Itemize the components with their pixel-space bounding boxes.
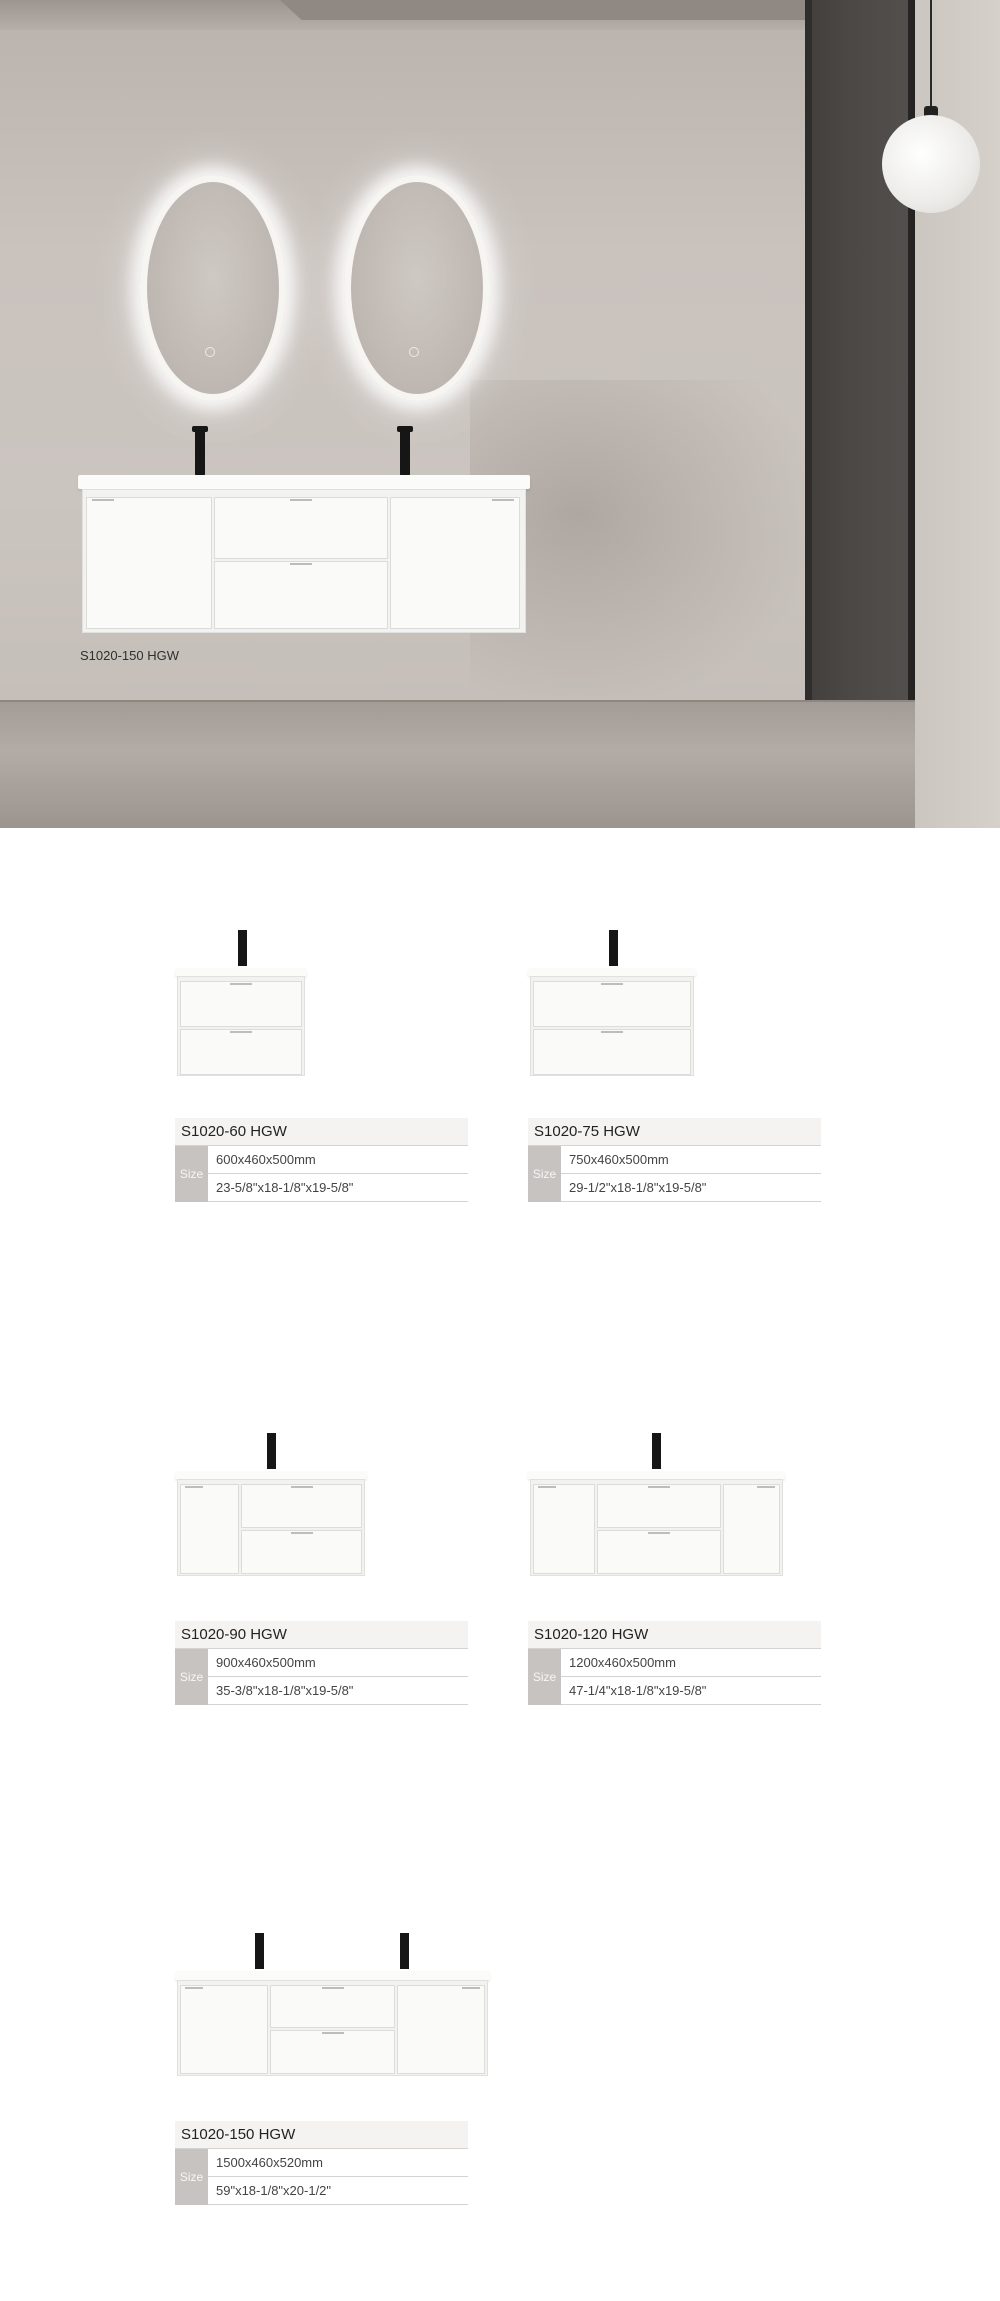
pendant-lamp — [882, 115, 980, 213]
led-mirror-left — [140, 175, 286, 401]
handle — [492, 499, 514, 501]
hero-caption: S1020-150 HGW — [80, 648, 179, 663]
drawer-bottom — [270, 2030, 395, 2074]
size-metric: 1500x460x520mm — [208, 2149, 468, 2177]
size-label: Size — [528, 1146, 561, 1202]
size-imperial: 35-3/8"x18-1/8"x19-5/8" — [208, 1677, 468, 1705]
handle — [648, 1532, 670, 1534]
handle — [290, 563, 312, 565]
vanity — [175, 1971, 490, 2078]
handle — [291, 1486, 313, 1488]
product-card-60 — [175, 930, 468, 1205]
product-card-90 — [175, 1433, 468, 1708]
product-card-75 — [528, 930, 821, 1205]
drawer-bottom — [597, 1530, 721, 1574]
vanity-door-left — [86, 497, 212, 629]
model-name: S1020-60 HGW — [175, 1118, 468, 1146]
hero-image — [0, 0, 1000, 828]
size-label: Size — [175, 1649, 208, 1705]
size-imperial: 47-1/4"x18-1/8"x19-5/8" — [561, 1677, 821, 1705]
faucet-right — [400, 428, 410, 476]
handle — [230, 1031, 252, 1033]
handle — [462, 1987, 480, 1989]
door-left — [180, 1985, 268, 2074]
handle — [538, 1486, 556, 1488]
size-metric: 600x460x500mm — [208, 1146, 468, 1174]
drawer-top — [241, 1484, 362, 1528]
size-metric: 1200x460x500mm — [561, 1649, 821, 1677]
floor — [0, 700, 1000, 828]
handle — [601, 983, 623, 985]
spec-table — [175, 2121, 468, 2205]
model-name: S1020-150 HGW — [175, 2121, 468, 2149]
size-metric: 900x460x500mm — [208, 1649, 468, 1677]
drawer-top — [597, 1484, 721, 1528]
floor-line — [0, 700, 1000, 702]
handle — [322, 2032, 344, 2034]
handle — [648, 1486, 670, 1488]
glass-door — [812, 0, 908, 700]
drawer-bottom — [180, 1029, 302, 1075]
door-left — [180, 1484, 239, 1574]
handle — [322, 1987, 344, 1989]
touch-sensor-icon — [205, 347, 215, 357]
handle — [291, 1532, 313, 1534]
size-imperial: 23-5/8"x18-1/8"x19-5/8" — [208, 1174, 468, 1202]
handle — [757, 1486, 775, 1488]
handle — [92, 499, 114, 501]
handle — [185, 1987, 203, 1989]
drawer-bottom — [533, 1029, 691, 1075]
faucet — [652, 1433, 661, 1469]
hero-vanity — [78, 475, 530, 633]
vanity-door-right — [390, 497, 520, 629]
size-label: Size — [175, 2149, 208, 2205]
spec-table — [175, 1621, 468, 1705]
vanity-countertop — [78, 475, 530, 489]
vanity-drawer-top — [214, 497, 388, 559]
handle — [601, 1031, 623, 1033]
model-name: S1020-75 HGW — [528, 1118, 821, 1146]
touch-sensor-icon — [409, 347, 419, 357]
vanity — [528, 968, 696, 1078]
door-right — [723, 1484, 780, 1574]
vanity-drawer-bottom — [214, 561, 388, 629]
pendant-cord — [930, 0, 932, 110]
handle — [230, 983, 252, 985]
size-imperial: 59"x18-1/8"x20-1/2" — [208, 2177, 468, 2205]
size-label: Size — [528, 1649, 561, 1705]
faucet — [267, 1433, 276, 1469]
spec-table — [175, 1118, 468, 1202]
faucet-left — [255, 1933, 264, 1969]
size-label: Size — [175, 1146, 208, 1202]
handle — [290, 499, 312, 501]
vanity — [175, 1471, 367, 1578]
vanity — [175, 968, 307, 1078]
vanity — [528, 1471, 785, 1578]
drawer-top — [270, 1985, 395, 2028]
spec-table — [528, 1621, 821, 1705]
drawer-top — [180, 981, 302, 1027]
led-mirror-right — [344, 175, 490, 401]
faucet-left — [195, 428, 205, 476]
size-imperial: 29-1/2"x18-1/8"x19-5/8" — [561, 1174, 821, 1202]
product-card-120 — [528, 1433, 821, 1708]
model-name: S1020-120 HGW — [528, 1621, 821, 1649]
door-right — [397, 1985, 485, 2074]
faucet-right — [400, 1933, 409, 1969]
size-metric: 750x460x500mm — [561, 1146, 821, 1174]
handle — [185, 1486, 203, 1488]
faucet — [609, 930, 618, 966]
faucet — [238, 930, 247, 966]
model-name: S1020-90 HGW — [175, 1621, 468, 1649]
drawer-bottom — [241, 1530, 362, 1574]
ceiling-recess — [280, 0, 820, 20]
product-card-150 — [175, 1933, 468, 2208]
spec-table — [528, 1118, 821, 1202]
door-left — [533, 1484, 595, 1574]
drawer-top — [533, 981, 691, 1027]
